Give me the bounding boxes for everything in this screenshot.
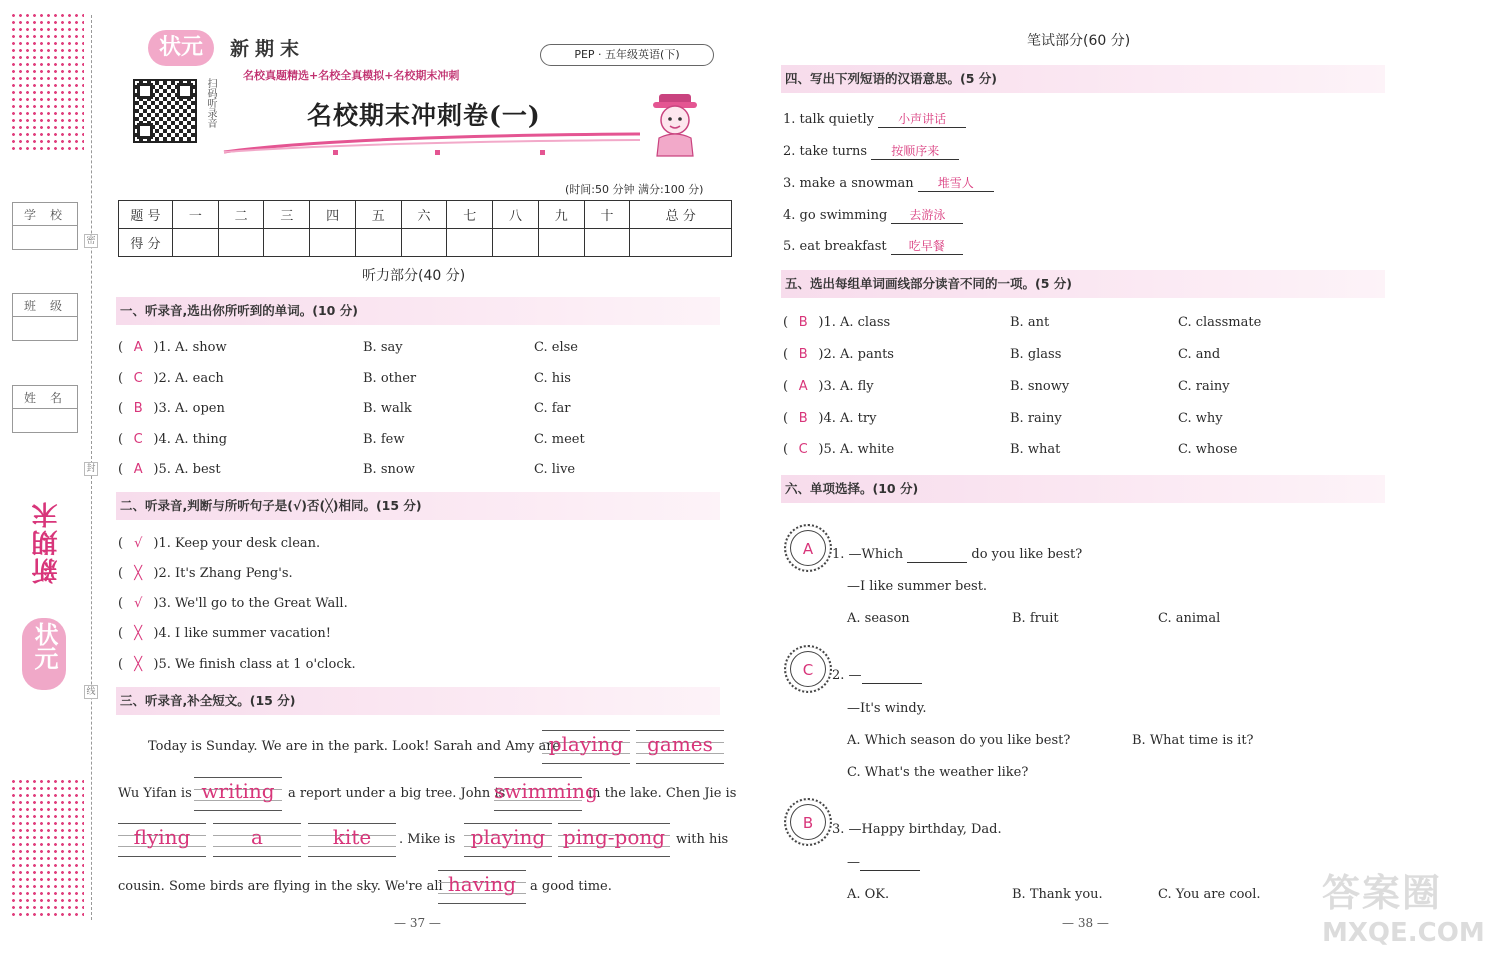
vertical-series-title: 新期末: [32, 500, 62, 584]
sentence-text: 1. Keep your desk clean.: [158, 536, 321, 551]
phrase-text: 2. take turns: [783, 144, 868, 159]
item-number: 3: [158, 401, 167, 416]
answer-mark: ╳: [134, 657, 143, 672]
list-item: ( √ )3. We'll go to the Great Wall.: [118, 596, 348, 611]
answer-mark: √: [134, 536, 143, 551]
option-b: B. snowy: [1010, 379, 1070, 394]
option-a: A. season: [847, 611, 910, 626]
list-item: [783, 206, 963, 224]
option-b: B. other: [363, 371, 417, 386]
dot-pattern-top: [10, 12, 84, 154]
answer-badge-q3: B: [784, 798, 832, 846]
option-c: C. and: [1178, 347, 1221, 362]
answer-mark: ╳: [134, 566, 143, 581]
option-c: C. whose: [1178, 442, 1238, 457]
class-label: 班级: [23, 299, 76, 313]
blank-2-answer: games: [647, 732, 713, 756]
list-item: ( B )3. A. open: [118, 401, 225, 416]
list-item: [783, 174, 994, 192]
score-header-cell: 四: [310, 201, 356, 229]
watermark-top: 答案圈: [1322, 871, 1443, 915]
seal-mark-mi: 密: [84, 234, 98, 248]
pink-square-2: [435, 150, 440, 155]
pep-label: PEP · 五年级英语(下): [540, 44, 714, 66]
answer-mark: B: [798, 347, 808, 362]
reply-q3: [847, 855, 920, 871]
item-number: 2: [158, 371, 167, 386]
score-cell[interactable]: [538, 229, 584, 257]
pink-square-1: [333, 150, 338, 155]
sub-line: 名校真题精选+名校全真模拟+名校期末冲刺: [243, 69, 460, 82]
pink-square-3: [540, 150, 545, 155]
score-header-cell: 九: [538, 201, 584, 229]
blank-1[interactable]: [542, 730, 630, 764]
list-item: [783, 110, 966, 128]
option-b: B. walk: [363, 401, 412, 416]
sentence-text: 5. We finish class at 1 o'clock.: [158, 657, 356, 672]
score-header-cell: 三: [264, 201, 310, 229]
list-item: ( A )1. A. show: [118, 340, 227, 355]
answer-blank[interactable]: 小声讲话: [878, 110, 966, 128]
phrase-text: 4. go swimming: [783, 208, 888, 223]
page-number-right: — 38 —: [1062, 916, 1109, 930]
time-info: (时间:50 分钟 满分:100 分): [565, 183, 704, 196]
option-c: C. far: [534, 401, 571, 416]
score-header-cell: 七: [447, 201, 493, 229]
logo-badge: [148, 30, 214, 66]
list-item: ( A )3. A. fly: [783, 379, 874, 394]
sentence-text: 4. I like summer vacation!: [158, 626, 331, 641]
section-2-title: 二、听录音,判断与所听句子是(√)否(╳)相同。(15 分): [116, 492, 720, 520]
question-stem-q3: 3. —Happy birthday, Dad.: [832, 822, 1002, 837]
score-cell[interactable]: [401, 229, 447, 257]
dot-pattern-bottom: [10, 778, 84, 918]
list-item: ( C )2. A. each: [118, 371, 224, 386]
qr-code[interactable]: [133, 79, 197, 143]
option-b: B. few: [363, 432, 405, 447]
option-a: A. thing: [174, 432, 228, 447]
passage-line-2a: Wu Yifan is: [118, 786, 192, 801]
section-4-title: 四、写出下列短语的汉语意思。(5 分): [781, 65, 1385, 93]
score-header-cell: 一: [173, 201, 219, 229]
list-item: ( ╳ )2. It's Zhang Peng's.: [118, 566, 293, 581]
list-item: ( C )4. A. thing: [118, 432, 228, 447]
score-cell[interactable]: [447, 229, 493, 257]
passage-line-4a: cousin. Some birds are flying in the sky. We're all: [118, 879, 443, 894]
score-cell[interactable]: [173, 229, 219, 257]
passage-line-3b: with his: [676, 832, 729, 847]
blank-9[interactable]: [558, 823, 670, 857]
answer-badge-q2: C: [784, 645, 832, 693]
blank-6-answer: a: [251, 825, 263, 849]
page-number-left: — 37 —: [394, 916, 441, 930]
score-header-cell: 总 分: [630, 201, 732, 229]
blank-3-answer: writing: [201, 779, 275, 803]
answer-mark: A: [133, 340, 143, 355]
item-number: 5: [823, 442, 832, 457]
blank-7-answer: kite: [332, 825, 372, 849]
blank-10[interactable]: [438, 870, 526, 904]
score-header-cell: 六: [401, 201, 447, 229]
title-swoosh: [222, 132, 642, 154]
item-number: 4: [158, 432, 167, 447]
answer-mark: C: [133, 432, 143, 447]
blank-8-answer: playing: [470, 825, 546, 849]
question-stem-q1: [832, 547, 1082, 563]
passage-line-2b: a report under a big tree. John is: [288, 786, 506, 801]
answer-mark: ╳: [134, 626, 143, 641]
option-a: A. best: [174, 462, 221, 477]
option-b: B. rainy: [1010, 411, 1062, 426]
option-a: A. class: [839, 315, 891, 330]
list-item: ( B )2. A. pants: [783, 347, 894, 362]
phrase-text: 5. eat breakfast: [783, 239, 887, 254]
stem-text: 2. —: [832, 668, 862, 683]
answer-mark: B: [798, 315, 808, 330]
blank-9-answer: ping-pong: [562, 825, 666, 849]
vertical-logo-text: 状元: [30, 622, 58, 670]
answer-mark: B: [798, 411, 808, 426]
answer-blank[interactable]: [860, 855, 920, 871]
list-item: [783, 142, 959, 160]
blank-2[interactable]: [636, 730, 724, 764]
item-number: 1: [158, 340, 167, 355]
answer-mark: C: [133, 371, 143, 386]
score-header-cell: 二: [218, 201, 264, 229]
score-table: [118, 200, 732, 257]
list-item: ( A )5. A. best: [118, 462, 221, 477]
option-c: C. You are cool.: [1158, 887, 1261, 902]
option-b: B. glass: [1010, 347, 1062, 362]
option-b: B. snow: [363, 462, 415, 477]
option-a: A. pants: [839, 347, 894, 362]
score-cell[interactable]: [264, 229, 310, 257]
listening-header: 听力部分(40 分): [362, 268, 466, 284]
score-cell[interactable]: [218, 229, 264, 257]
option-c: C. animal: [1158, 611, 1221, 626]
blank-6[interactable]: [213, 823, 301, 857]
option-b: B. Thank you.: [1012, 887, 1103, 902]
phrase-text: 1. talk quietly: [783, 112, 874, 127]
option-a: A. each: [174, 371, 224, 386]
option-a: A. Which season do you like best?: [847, 733, 1071, 748]
option-c: C. his: [534, 371, 571, 386]
exam-title: 名校期末冲刺卷(一): [307, 101, 541, 130]
passage-line-2c: in the lake. Chen Jie is: [588, 786, 737, 801]
sentence-text: 3. We'll go to the Great Wall.: [158, 596, 348, 611]
series-title: 新期末: [230, 38, 306, 60]
score-header-cell: 十: [584, 201, 630, 229]
answer-mark: A: [798, 379, 808, 394]
score-cell[interactable]: [630, 229, 732, 257]
answer-blank[interactable]: [907, 547, 967, 563]
list-item: ( √ )1. Keep your desk clean.: [118, 536, 321, 551]
option-a: A. try: [839, 411, 877, 426]
option-c: C. meet: [534, 432, 585, 447]
reply-text: —: [847, 855, 860, 870]
option-b: B. fruit: [1012, 611, 1059, 626]
blank-10-answer: having: [447, 872, 517, 896]
section-3-title: 三、听录音,补全短文。(15 分): [116, 687, 720, 715]
list-item: ( ╳ )4. I like summer vacation!: [118, 626, 331, 641]
blank-8[interactable]: [464, 823, 552, 857]
blank-1-answer: playing: [548, 732, 624, 756]
name-field[interactable]: [12, 385, 78, 433]
written-header: 笔试部分(60 分): [1027, 33, 1131, 49]
section-6-title: 六、单项选择。(10 分): [781, 475, 1385, 503]
scan-hint: 扫码听录音: [205, 78, 216, 128]
blank-4-answer: swimming: [494, 779, 598, 803]
blank-5[interactable]: [118, 823, 206, 857]
reply-q2: —It's windy.: [847, 701, 927, 716]
answer-mark: A: [133, 462, 143, 477]
option-b: B. What time is it?: [1132, 733, 1254, 748]
item-number: 2: [823, 347, 832, 362]
score-header-cell: 题 号: [119, 201, 173, 229]
seal-mark-xian: 线: [84, 685, 98, 699]
score-table-header-row: [119, 201, 732, 229]
option-a: A. OK.: [847, 887, 890, 902]
passage-line-1: Today is Sunday. We are in the park. Look! Sarah and Amy are: [148, 739, 561, 754]
list-item: ( B )4. A. try: [783, 411, 877, 426]
school-label: 学校: [23, 208, 76, 222]
score-header-cell: 五: [355, 201, 401, 229]
name-label: 姓名: [23, 391, 76, 405]
answer-blank[interactable]: 吃早餐: [891, 237, 963, 255]
passage-line-3a: . Mike is: [399, 832, 456, 847]
list-item: ( C )5. A. white: [783, 442, 895, 457]
answer-blank[interactable]: 堆雪人: [918, 174, 994, 192]
answer-blank[interactable]: [862, 668, 922, 684]
blank-7[interactable]: [308, 823, 396, 857]
passage-line-4b: a good time.: [530, 879, 612, 894]
blank-3[interactable]: [194, 777, 282, 811]
score-cell[interactable]: [355, 229, 401, 257]
score-row-label: 得 分: [119, 229, 173, 257]
answer-mark: √: [134, 596, 143, 611]
option-a: A. fly: [839, 379, 874, 394]
answer-badge-q1: A: [784, 524, 832, 572]
class-field[interactable]: [12, 293, 78, 341]
answer-blank[interactable]: 按顺序来: [871, 142, 959, 160]
score-cell[interactable]: [584, 229, 630, 257]
section-1-title: 一、听录音,选出你所听到的单词。(10 分): [116, 297, 720, 325]
option-a: A. open: [174, 401, 225, 416]
watermark-bottom: MXQE.COM: [1322, 918, 1485, 948]
stem-text: 1. —Which: [832, 547, 904, 562]
list-item: [783, 237, 963, 255]
vertical-logo: [22, 618, 66, 690]
school-field[interactable]: [12, 202, 78, 250]
blank-5-answer: flying: [133, 825, 191, 849]
option-a: A. white: [839, 442, 895, 457]
option-c: C. What's the weather like?: [847, 765, 1029, 780]
score-cell[interactable]: [310, 229, 356, 257]
sentence-text: 2. It's Zhang Peng's.: [158, 566, 293, 581]
mascot-image: [645, 92, 705, 158]
reply-q1: —I like summer best.: [847, 579, 988, 594]
seal-mark-feng: 封: [84, 462, 98, 476]
item-number: 1: [823, 315, 832, 330]
answer-mark: C: [798, 442, 808, 457]
item-number: 5: [158, 462, 167, 477]
list-item: ( ╳ )5. We finish class at 1 o'clock.: [118, 657, 356, 672]
option-b: B. ant: [1010, 315, 1050, 330]
option-b: B. what: [1010, 442, 1061, 457]
logo-text: 状元: [158, 35, 203, 60]
answer-mark: B: [133, 401, 143, 416]
question-stem-q2: [832, 668, 922, 684]
option-c: C. live: [534, 462, 576, 477]
option-c: C. else: [534, 340, 578, 355]
item-number: 4: [823, 411, 832, 426]
option-c: C. rainy: [1178, 379, 1230, 394]
option-c: C. classmate: [1178, 315, 1262, 330]
option-c: C. why: [1178, 411, 1223, 426]
answer-blank[interactable]: 去游泳: [891, 206, 963, 224]
list-item: ( B )1. A. class: [783, 315, 891, 330]
item-number: 3: [823, 379, 832, 394]
stem-text-2: do you like best?: [971, 547, 1083, 562]
score-header-cell: 八: [493, 201, 539, 229]
section-5-title: 五、选出每组单词画线部分读音不同的一项。(5 分): [781, 270, 1385, 298]
phrase-text: 3. make a snowman: [783, 176, 914, 191]
score-table-score-row: [119, 229, 732, 257]
option-b: B. say: [363, 340, 403, 355]
score-cell[interactable]: [493, 229, 539, 257]
option-a: A. show: [174, 340, 227, 355]
blank-4[interactable]: [494, 777, 598, 811]
